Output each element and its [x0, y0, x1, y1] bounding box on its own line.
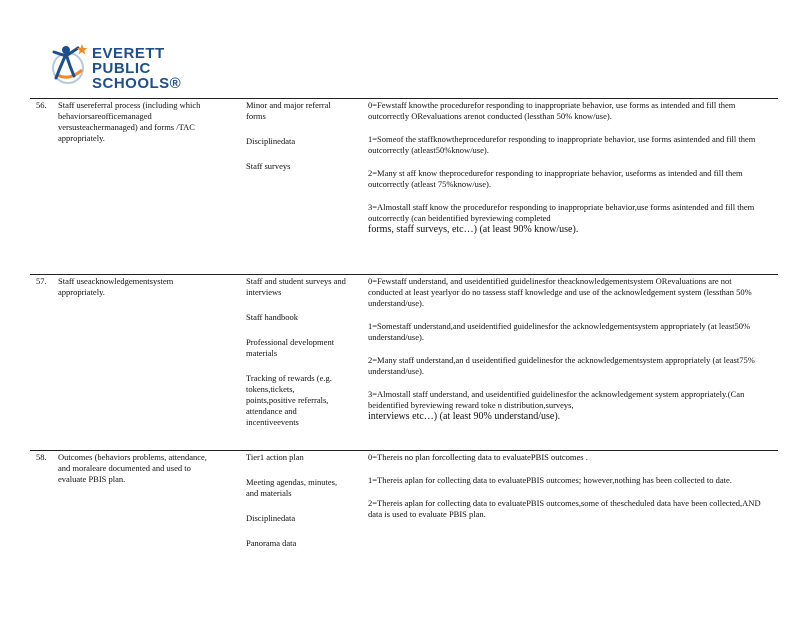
everett-public-schools-logo: [46, 42, 182, 92]
level-1: 1=Thereis aplan for collecting data to evaluatePBIS outcomes; however,nothing has been collected to date.: [368, 475, 732, 485]
data-sources: [246, 276, 346, 428]
row-number: 56.: [36, 100, 47, 110]
item-description: Outcomes (behaviors problems, attendance, and moraleare documented and used to evaluate PBIS plan.: [58, 452, 207, 484]
level-1: 1=Someof the staffknowtheprocedurefor responding to inappropriate behavior, use forms asintended and fill them outcorrectly (atleast50%know/use).: [368, 134, 756, 155]
scoring-levels: [368, 100, 768, 235]
level-1: 1=Somestaff understand,and useidentified guidelinesfor the acknowledgementsystem appropriately (at least50% understand/use).: [368, 321, 751, 342]
source-item: Tier1 action plan: [246, 452, 304, 462]
item-description: Staff usereferral process (including which behaviorsareofficemanaged versusteachermanaged) and forms /TAC appropriately.: [58, 100, 201, 143]
data-sources: [246, 452, 346, 549]
level-3: 3=Almostall staff understand, and useidentified guidelinesfor the acknowledgement system appropriately.(Can beidentified byreviewing reward toke n distribution,surveys,: [368, 389, 745, 410]
scoring-levels: [368, 452, 768, 520]
source-item: Disciplinedata: [246, 513, 296, 523]
source-item: Panorama data: [246, 538, 297, 548]
row-divider: [30, 450, 778, 451]
table-top-rule: [30, 98, 778, 99]
source-item: Staff handbook: [246, 312, 299, 322]
level-3: 3=Almostall staff know the procedurefor responding to inappropriate behavior,use forms asintended and fill them outcorrectly (can beidentified byreviewing completed: [368, 202, 755, 223]
item-description: Staff useacknowledgementsystem appropriately.: [58, 276, 174, 297]
row-number: 58.: [36, 452, 47, 462]
data-sources: [246, 100, 346, 186]
logo-line-public: PUBLIC: [92, 60, 151, 77]
source-item: Disciplinedata: [246, 136, 296, 146]
level-0: 0=Fewstaff understand, and useidentified guidelinesfor theacknowledgementsystem ORevaluations are not conducted at least yearlyor do no tassess staff knowledge and use of the acknowledgement system (lessthan 50% understand/use).: [368, 276, 752, 308]
level-2: 2=Many st aff know theprocedurefor responding to inappropriate behavior, useforms as intended and fill them outcorrectly (atleast 75%know/use).: [368, 168, 743, 189]
row-divider: [30, 274, 778, 275]
source-item: Meeting agendas, minutes, and materials: [246, 477, 338, 498]
level-0: 0=Thereis no plan forcollecting data to evaluatePBIS outcomes .: [368, 452, 588, 462]
source-item: Tracking of rewards (e.g. tokens,tickets, points,positive referrals, attendance and incentiveevents: [246, 373, 332, 427]
level-3-tail: forms, staff surveys, etc…) (at least 90% know/use).: [368, 224, 579, 235]
source-item: Minor and major referral forms: [246, 100, 331, 121]
level-2: 2=Many staff understand,an d useidentified guidelinesfor the acknowledgementsystem appropriately (at least75% understand/use).: [368, 355, 755, 376]
logo-line-schools: SCHOOLS®: [92, 75, 182, 92]
scoring-levels: [368, 276, 768, 422]
logo-line-everett: EVERETT: [92, 45, 165, 62]
level-3-tail: interviews etc…) (at least 90% understand/use).: [368, 411, 561, 422]
level-0: 0=Fewstaff knowthe procedurefor responding to inappropriate behavior, use forms as intended and fill them outcorrectly ORevaluations arenot conducted (lessthan 50% know/use).: [368, 100, 736, 121]
source-item: Professional development materials: [246, 337, 335, 358]
row-number: 57.: [36, 276, 47, 286]
source-item: Staff and student surveys and interviews: [246, 276, 346, 297]
figure-star-logo-icon: [46, 42, 90, 86]
source-item: Staff surveys: [246, 161, 291, 171]
level-2: 2=Thereis aplan for collecting data to evaluatePBIS outcomes,some of thescheduled data have been collected,AND data is used to evaluate PBIS plan.: [368, 498, 761, 519]
